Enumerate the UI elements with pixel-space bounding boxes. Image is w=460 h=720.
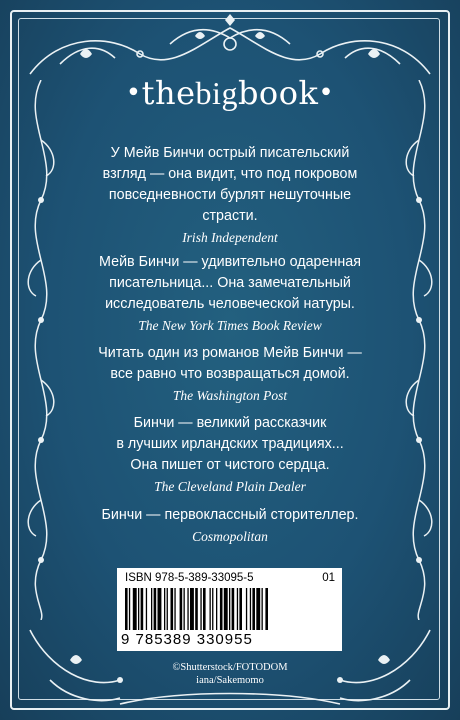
barcode-bars [123,588,336,630]
quote-line: Бинчи — первоклассный сторителлер. [101,507,359,523]
credit-line: ©Shutterstock/FOTODOM [172,662,288,673]
quote-line: исследователь человеческой натуры. [105,296,355,312]
logo-dot-right: • [318,77,335,108]
quote-source: The Washington Post [172,388,288,403]
quote-line: Мейв Бинчи — удивительно одаренная [99,254,361,270]
review-quote-2 [0,252,460,334]
logo-word-big: big [195,75,238,111]
quote-line: У Мейв Бинчи острый писательский [110,145,350,161]
quote-line: Она пишет от чистого сердца. [130,457,330,473]
barcode-digits: 9 785389 330955 [121,631,253,648]
review-quote-1 [0,143,460,246]
quote-line: взгляд — она видит, что под покровом [102,166,358,182]
review-quote-4 [0,413,460,495]
photo-credits [0,661,460,687]
logo-word-book: book [237,74,319,112]
quote-line: страсти. [202,208,258,224]
quote-line: в лучших ирландских традициях... [116,436,344,452]
quote-line: все равно что возвращаться домой. [110,366,350,382]
quote-line: писательница... Она замечательный [109,275,351,291]
quote-line: повседневности бурлят нешуточные [108,187,352,203]
quote-text [0,505,460,526]
isbn-row [125,572,335,584]
quote-text [0,343,460,385]
quote-source: Irish Independent [182,230,278,245]
isbn-number: ISBN 978-5-389-33095-5 [125,572,254,584]
quote-source: The New York Times Book Review [138,318,322,333]
quote-line: Бинчи — великий рассказчик [133,415,327,431]
logo-dot-left: • [125,77,142,108]
barcode-box [117,568,342,651]
quote-text [0,413,460,476]
quote-source: Cosmopolitan [192,529,268,544]
review-quote-3 [0,343,460,404]
quote-text [0,252,460,315]
quote-text [0,143,460,227]
publisher-logo [0,74,460,112]
credit-line: iana/Sakemomo [196,675,264,686]
isbn-suffix: 01 [322,572,335,584]
logo-word-the: the [141,74,196,112]
quote-line: Читать один из романов Мейв Бинчи — [98,345,362,361]
quote-source: The Cleveland Plain Dealer [154,479,306,494]
review-quote-5 [0,505,460,545]
